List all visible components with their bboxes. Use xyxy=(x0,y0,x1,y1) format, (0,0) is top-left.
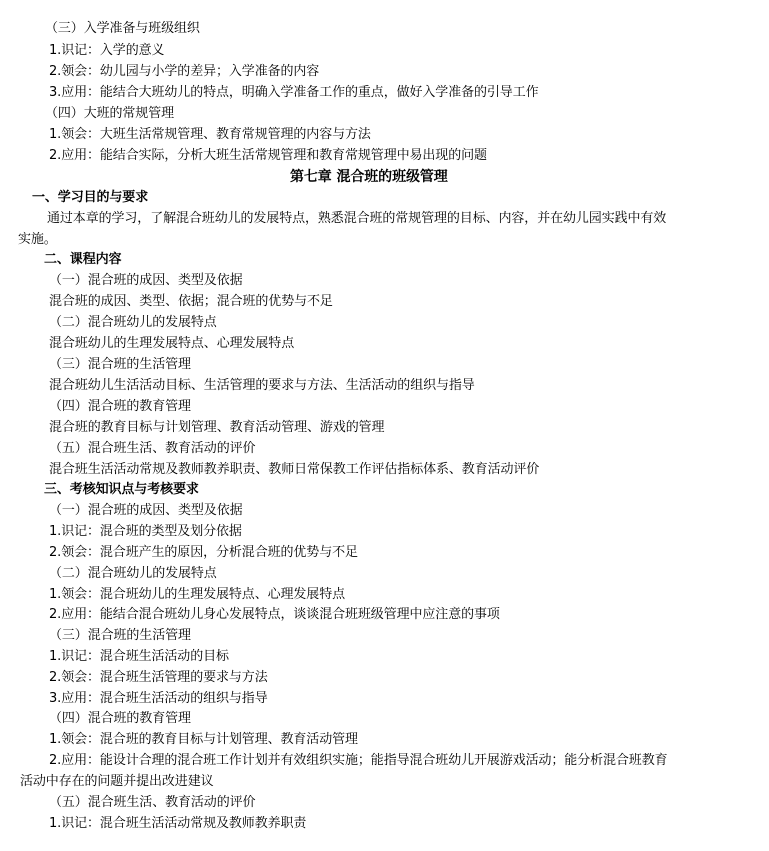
subsection-heading: （四）大班的常规管理 xyxy=(45,106,175,121)
subsection-heading: （五）混合班生活、教育活动的评价 xyxy=(49,441,256,456)
list-item: 2.应用：能设计合理的混合班工作计划并有效组织实施；能指导混合班幼儿开展游戏活动；能分析混合班教育 xyxy=(49,753,668,768)
subsection-heading: （三）混合班的生活管理 xyxy=(49,357,191,372)
chapter-title: 第七章 混合班的班级管理 xyxy=(290,169,448,185)
list-item: 1.识记：混合班的类型及划分依据 xyxy=(49,524,242,539)
content-text: 混合班幼儿生活活动目标、生活管理的要求与方法、生活活动的组织与指导 xyxy=(49,378,475,393)
paragraph-text: 实施。 xyxy=(18,232,57,247)
subsection-heading: （三）混合班的生活管理 xyxy=(49,628,191,643)
list-item: 2.领会：幼儿园与小学的差异；入学准备的内容 xyxy=(49,64,320,79)
section-heading: 二、课程内容 xyxy=(44,252,122,267)
subsection-heading: （一）混合班的成因、类型及依据 xyxy=(49,503,243,518)
section-heading: 一、学习目的与要求 xyxy=(32,190,149,205)
content-text: 混合班幼儿的生理发展特点、心理发展特点 xyxy=(49,336,295,351)
list-item: 1.识记：入学的意义 xyxy=(49,43,165,58)
list-item: 1.识记：混合班生活活动常规及教师教养职责 xyxy=(49,816,307,831)
subsection-heading: （四）混合班的教育管理 xyxy=(49,711,191,726)
list-item: 3.应用：混合班生活活动的组织与指导 xyxy=(49,691,268,706)
list-item: 2.应用：能结合混合班幼儿身心发展特点，谈谈混合班班级管理中应注意的事项 xyxy=(49,607,500,622)
subsection-heading: （四）混合班的教育管理 xyxy=(49,399,191,414)
content-text: 混合班的成因、类型、依据；混合班的优势与不足 xyxy=(49,294,333,309)
list-item: 3.应用：能结合大班幼儿的特点，明确入学准备工作的重点，做好入学准备的引导工作 xyxy=(49,85,539,100)
subsection-heading: （一）混合班的成因、类型及依据 xyxy=(49,273,243,288)
content-text: 混合班生活活动常规及教师教养职责、教师日常保教工作评估指标体系、教育活动评价 xyxy=(49,462,540,477)
list-item: 2.应用：能结合实际，分析大班生活常规管理和教育常规管理中易出现的问题 xyxy=(49,148,487,163)
subsection-heading: （五）混合班生活、教育活动的评价 xyxy=(49,795,256,810)
list-item: 2.领会：混合班产生的原因，分析混合班的优势与不足 xyxy=(49,545,358,560)
list-item-continuation: 活动中存在的问题并提出改进建议 xyxy=(20,774,214,789)
list-item: 1.领会：混合班幼儿的生理发展特点、心理发展特点 xyxy=(49,587,346,602)
subsection-heading: （三）入学准备与班级组织 xyxy=(45,21,200,36)
list-item: 2.领会：混合班生活管理的要求与方法 xyxy=(49,670,268,685)
section-heading: 三、考核知识点与考核要求 xyxy=(44,482,199,497)
paragraph-text: 通过本章的学习，了解混合班幼儿的发展特点，熟悉混合班的常规管理的目标、内容，并在幼儿园实践中有效 xyxy=(47,211,667,226)
subsection-heading: （二）混合班幼儿的发展特点 xyxy=(49,315,217,330)
list-item: 1.领会：大班生活常规管理、教育常规管理的内容与方法 xyxy=(49,127,371,142)
list-item: 1.识记：混合班生活活动的目标 xyxy=(49,649,229,664)
list-item: 1.领会：混合班的教育目标与计划管理、教育活动管理 xyxy=(49,732,358,747)
subsection-heading: （二）混合班幼儿的发展特点 xyxy=(49,566,217,581)
content-text: 混合班的教育目标与计划管理、教育活动管理、游戏的管理 xyxy=(49,420,385,435)
